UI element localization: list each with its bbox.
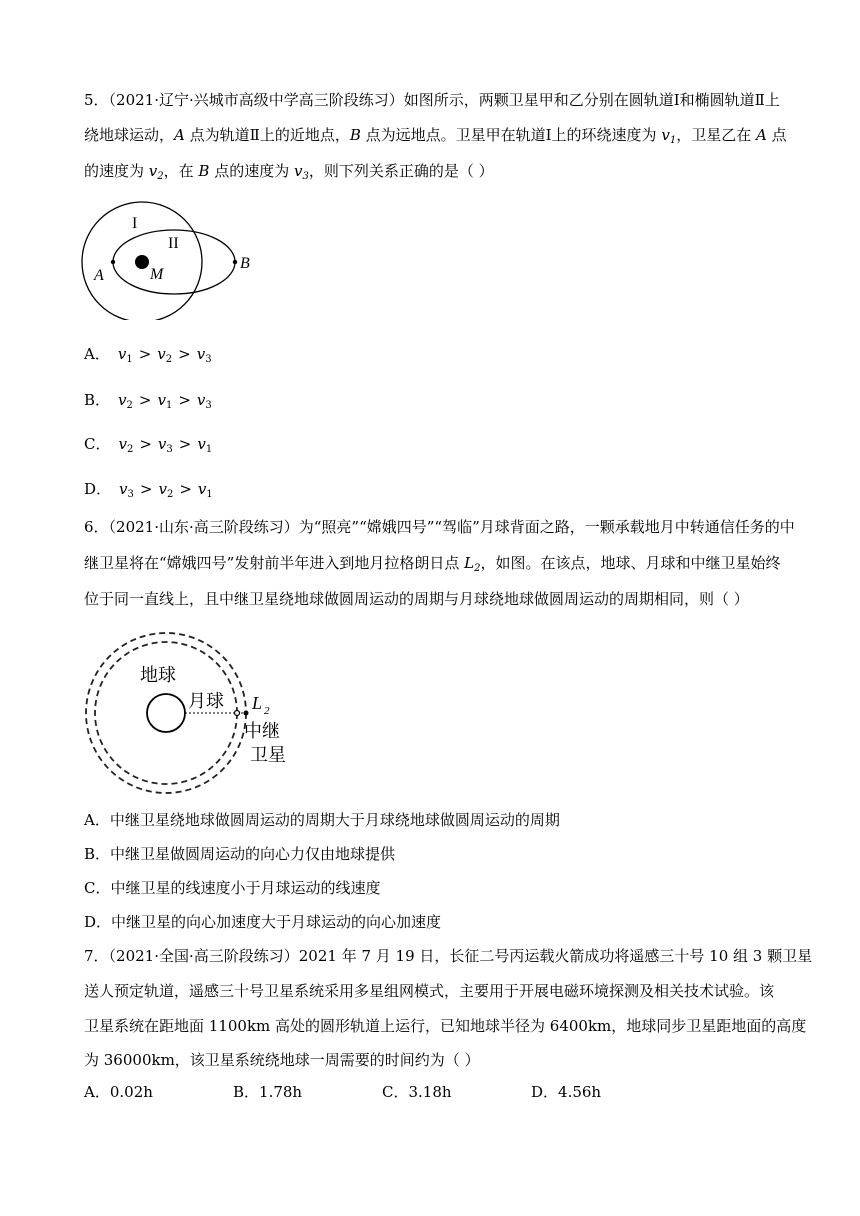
q5-stem-line-2: 绕地球运动，A 点为轨道Ⅱ上的近地点，B 点为远地点。卫星甲在轨道Ⅰ上的环绕速度为 $v_1$，卫星乙在 A 点	[84, 126, 787, 146]
q5-orbit-diagram	[80, 190, 270, 320]
earth-dot	[135, 255, 149, 269]
label-L-sub: 2	[264, 705, 270, 717]
q6-option-d[interactable]: D．中继卫星的向心加速度大于月球运动的向心加速度	[84, 913, 442, 931]
label-relay-2: 卫星	[250, 745, 286, 766]
q6-option-a[interactable]: A．中继卫星绕地球做圆周运动的周期大于月球绕地球做圆周运动的周期	[84, 811, 560, 829]
q7-option-a[interactable]: A．0.02h	[84, 1083, 153, 1101]
label-A: A	[94, 267, 104, 284]
label-M: M	[150, 266, 164, 283]
label-I: I	[132, 215, 138, 232]
moon-dot	[235, 711, 240, 716]
q6-stem-line-3: 位于同一直线上，且中继卫星绕地球做圆周运动的周期与月球绕地球做圆周运动的周期相同，则（ ）	[84, 590, 749, 608]
q5-option-b[interactable]: B． $v_2 > v_1 > v_3$	[84, 391, 212, 411]
q5-option-a[interactable]: A． $v_1 > v_2 > v_3$	[84, 345, 212, 365]
q7-stem-line-3: 卫星系统在距地面 1100km 高处的圆形轨道上运行，已知地球半径为 6400km，地球同步卫星距地面的高度	[84, 1017, 807, 1035]
q7-stem-line-2: 送人预定轨道，遥感三十号卫星系统采用多星组网模式，主要用于开展电磁环境探测及相关技术试验。该	[84, 982, 775, 1000]
q5-stem-line-1: 5．（2021·辽宁·兴城市高级中学高三阶段练习）如图所示，两颗卫星甲和乙分别在圆轨道Ⅰ和椭圆轨道Ⅱ上	[84, 91, 780, 109]
q5-option-d[interactable]: D． $v_3 > v_2 > v_1$	[84, 480, 213, 500]
q7-stem-line-4: 为 36000km，该卫星系统绕地球一周需要的时间约为（ ）	[84, 1051, 480, 1069]
label-B: B	[240, 255, 250, 272]
q6-stem-line-1: 6．（2021·山东·高三阶段练习）为“照亮”“嫦娥四号”“驾临”月球背面之路，一颗承载地月中转通信任务的中	[84, 518, 795, 536]
q7-option-d[interactable]: D．4.56h	[531, 1083, 602, 1101]
point-A-dot	[111, 260, 115, 264]
point-B-dot	[233, 260, 237, 264]
label-II: II	[168, 235, 179, 252]
q5-option-c[interactable]: C． $v_2 > v_3 > v_1$	[84, 435, 213, 455]
q7-option-b[interactable]: B．1.78h	[233, 1083, 303, 1101]
q7-option-c[interactable]: C．3.18h	[382, 1083, 452, 1101]
q6-option-b[interactable]: B．中继卫星做圆周运动的向心力仅由地球提供	[84, 845, 396, 863]
label-moon: 月球	[188, 691, 224, 712]
q6-stem-line-2: 继卫星将在“嫦娥四号”发射前半年进入到地月拉格朗日点 $L_2$，如图。在该点，地球、月球和中继卫星始终	[84, 554, 781, 574]
q6-lagrange-diagram	[84, 625, 304, 805]
earth-circle	[147, 694, 185, 732]
label-L: L	[252, 693, 263, 713]
label-relay-1: 中继	[244, 721, 280, 742]
relay-dot	[244, 711, 249, 716]
label-earth: 地球	[140, 665, 176, 686]
q6-option-c[interactable]: C．中继卫星的线速度小于月球运动的线速度	[84, 879, 381, 897]
q5-stem-line-3: 的速度为 $v_2$，在 B 点的速度为 $v_3$，则下列关系正确的是（ ）	[84, 162, 494, 182]
moon-orbit-circle	[95, 642, 237, 784]
q7-stem-line-1: 7．（2021·全国·高三阶段练习）2021 年 7 月 19 日，长征二号丙运载火箭成功将遥感三十号 10 组 3 颗卫星	[84, 947, 813, 965]
